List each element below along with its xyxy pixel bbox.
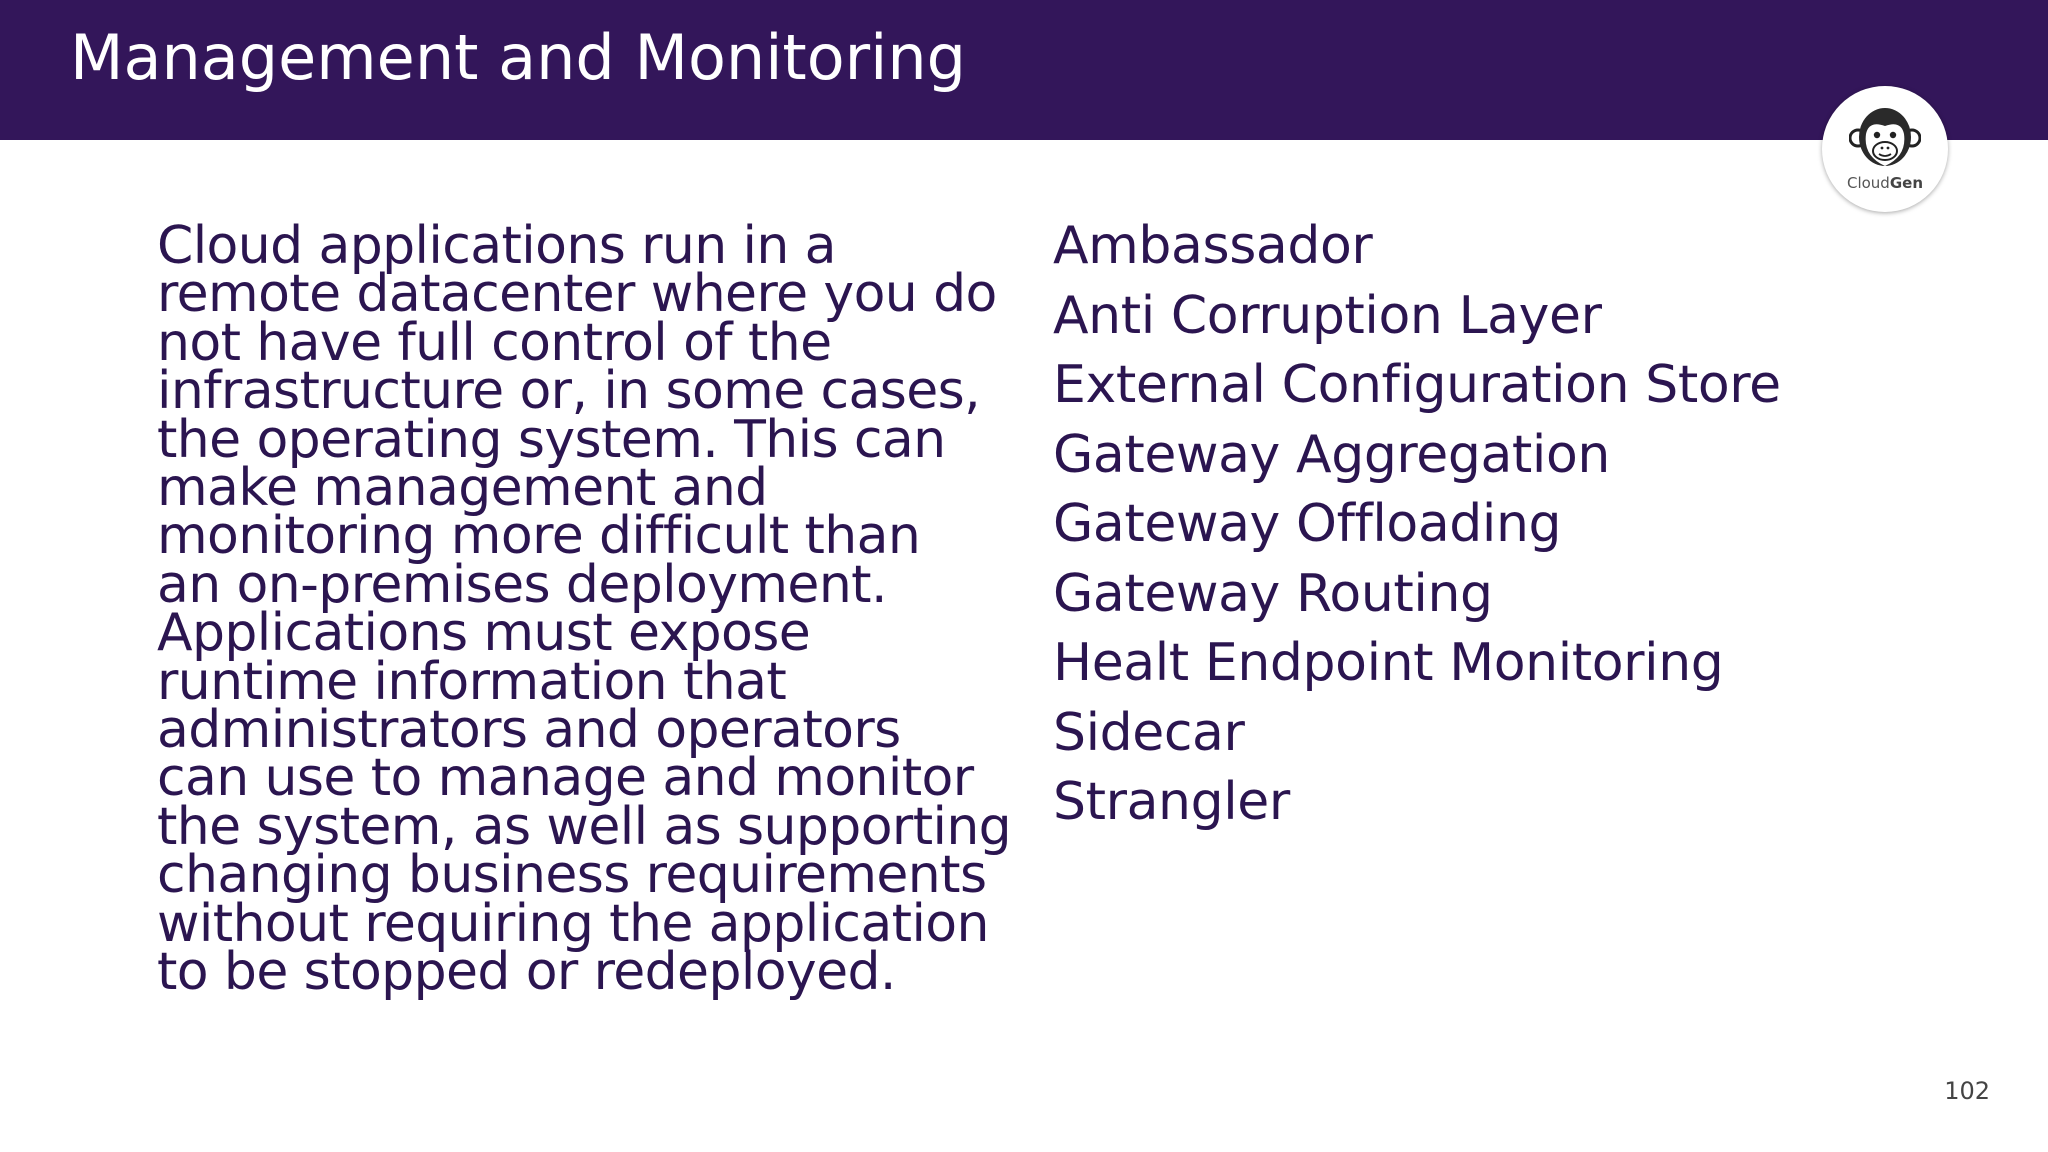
page-number: 102 bbox=[1944, 1077, 1990, 1105]
pattern-item-strangler: Strangler bbox=[1053, 772, 1290, 832]
pattern-item-ambassador: Ambassador bbox=[1053, 216, 1373, 276]
pattern-item-external-configuration-store: External Configuration Store bbox=[1053, 355, 1781, 415]
pattern-item-sidecar: Sidecar bbox=[1053, 702, 1245, 763]
slide-title: Management and Monitoring bbox=[70, 21, 967, 94]
description-paragraph: Cloud applications run in a remote datacenter where you do not have full control of the infrastructure or, in some cases, the operating system. This can make management and monitoring more difficult than an on-premises deployment. Applications must expose runtime information that administrators and operators can use to manage and monitor the system, as well as supporting changing business requirements without requiring the application to be stopped or redeployed. bbox=[157, 216, 1012, 1003]
monkey-head-icon bbox=[1849, 104, 1921, 174]
logo-wordmark-cloud: Cloud bbox=[1846, 174, 1890, 192]
logo-wordmark bbox=[1822, 174, 1948, 192]
logo-wordmark-gen: Gen bbox=[1889, 174, 1924, 192]
pattern-item-anti-corruption-layer: Anti Corruption Layer bbox=[1053, 285, 1602, 346]
pattern-item-gateway-offloading: Gateway Offloading bbox=[1053, 494, 1562, 554]
header-bar bbox=[0, 0, 2048, 140]
cloudgen-logo bbox=[1822, 86, 1948, 212]
pattern-item-health-endpoint-monitoring: Healt Endpoint Monitoring bbox=[1053, 633, 1724, 693]
pattern-item-gateway-aggregation: Gateway Aggregation bbox=[1053, 424, 1610, 485]
pattern-item-gateway-routing: Gateway Routing bbox=[1053, 563, 1493, 624]
pattern-list bbox=[1053, 215, 1781, 841]
